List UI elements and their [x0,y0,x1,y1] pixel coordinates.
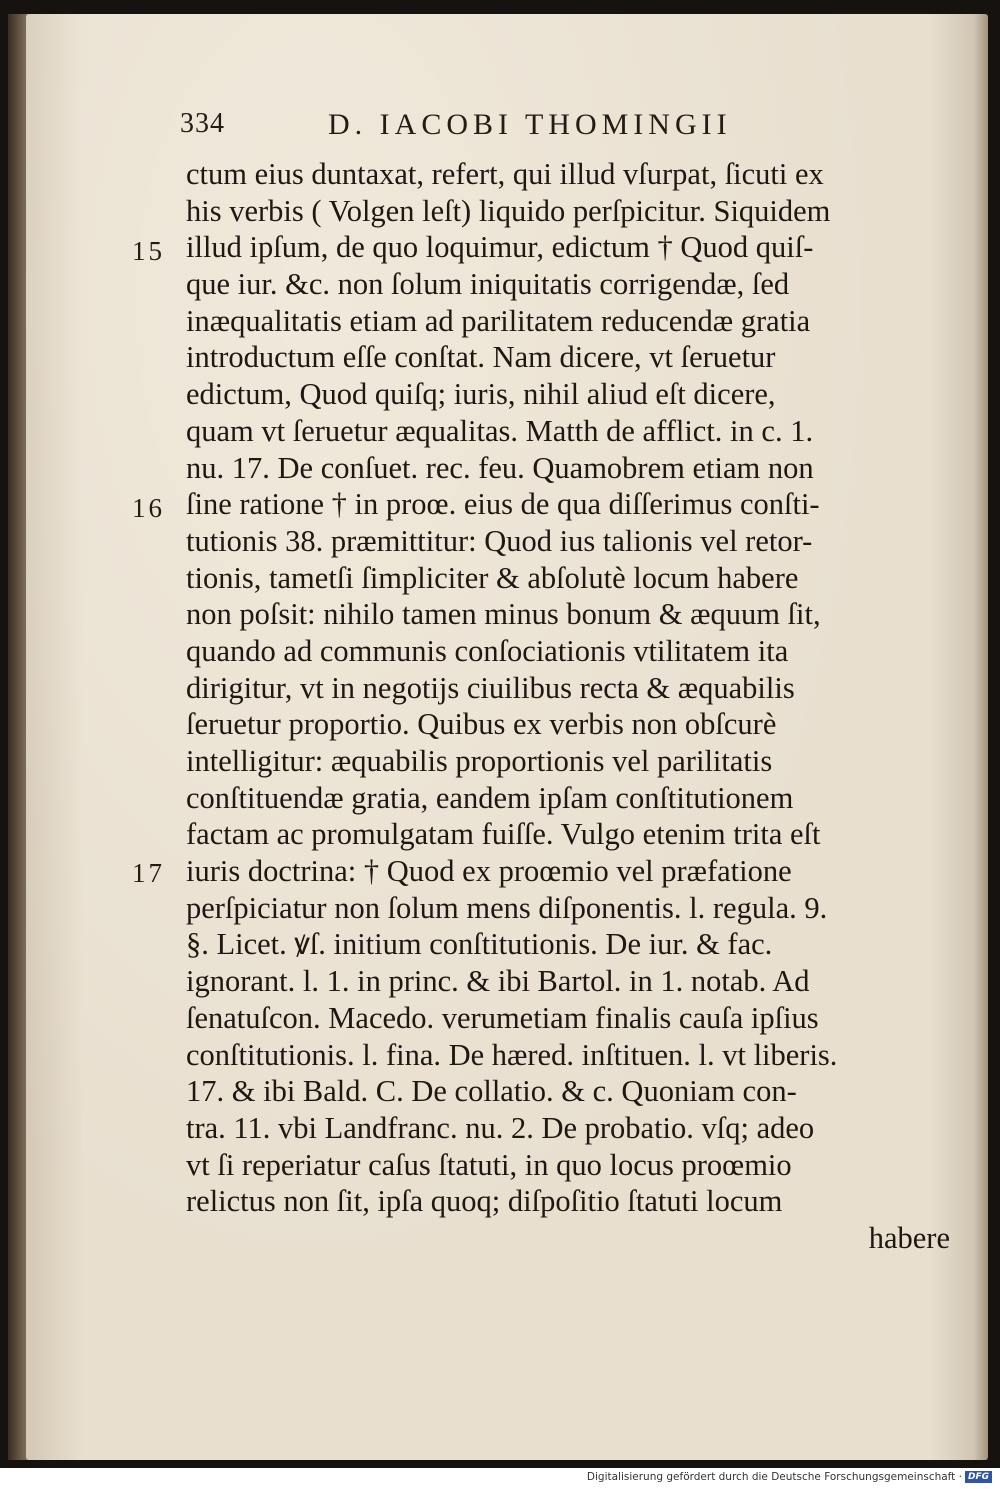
page-edge-shade [974,14,988,1460]
text-line: 17. & ibi Bald. C. De collatio. & c. Quoniam con- [186,1074,797,1109]
margin-number-15: 15 [132,236,165,266]
margin-number-16: 16 [132,493,165,523]
catchword: habere [868,1220,950,1255]
text-line: perſpiciatur non ſolum mens diſponentis. l. regula. 9. [186,890,828,925]
text-line: tutionis 38. præmittitur: Quod ius talionis vel retor- [186,523,813,558]
text-line: quando ad communis conſociationis vtilitatem ita [186,633,789,668]
text-line: quam vt ſeruetur æqualitas. Matth de afflict. in c. 1. [186,413,814,448]
text-line: non poſsit: nihilo tamen minus bonum & æquum ſit, [186,597,821,632]
running-title: D. IACOBI THOMINGII [328,108,732,141]
page-header [180,108,870,148]
text-line: nu. 17. De conſuet. rec. feu. Quamobrem etiam non [186,450,814,485]
text-line: introductum eſſe conſtat. Nam dicere, vt ſeruetur [186,340,776,375]
text-line: conſtitutionis. l. fina. De hæred. inſtituen. l. vt liberis. [186,1037,838,1072]
text-line: tionis, tametſi ſimpliciter & abſolutè locum habere [186,560,799,595]
text-line: conſtituendæ gratia, eandem ipſam conſtitutionem [186,780,794,815]
text-line: illud ipſum, de quo loquimur, edictum † Quod quiſ- [186,230,814,265]
body-text [186,156,956,1257]
text-line: que iur. &c. non ſolum iniquitatis corrigendæ, ſed [186,267,790,302]
text-line: ſenatuſcon. Macedo. verumetiam finalis cauſa ipſius [186,1000,819,1035]
text-line: his verbis ( Volgen leſt) liquido perſpicitur. Siquidem [186,193,831,228]
text-line: iuris doctrina: † Quod ex proœmio vel præfatione [186,854,792,889]
text-line: inæqualitatis etiam ad parilitatem reducendæ gratia [186,303,811,338]
text-line: relictus non ſit, ipſa quoq; diſpoſitio ſtatuti locum [186,1184,783,1219]
margin-number-17: 17 [132,858,165,888]
text-line: factam ac promulgatam fuiſſe. Vulgo etenim trita eſt [186,817,821,852]
text-line: vt ſi reperiatur caſus ſtatuti, in quo locus proœmio [186,1147,792,1182]
text-line: ctum eius duntaxat, refert, qui illud vſurpat, ſicuti ex [186,157,824,191]
text-line: ignorant. l. 1. in princ. & ibi Bartol. in 1. notab. Ad [186,964,810,999]
text-line: ſeruetur proportio. Quibus ex verbis non obſcurè [186,707,777,742]
credit-text: Digitalisierung gefördert durch die Deutsche Forschungsgemeinschaft · [586,1471,962,1483]
digitization-credit [587,1471,992,1483]
dfg-logo: DFG [965,1471,992,1483]
page-number: 334 [180,108,225,139]
text-line: tra. 11. vbi Landfranc. nu. 2. De probatio. vſq; adeo [186,1110,815,1145]
text-line: ſine ratione † in proœ. eius de qua diſſerimus conſti- [186,487,820,522]
text-line: intelligitur: æquabilis proportionis vel parilitatis [186,744,773,778]
text-line: edictum, Quod quiſq; iuris, nihil aliud eſt dicere, [186,377,776,412]
text-line: §. Licet. ꝟſ. initium conſtitutionis. De iur. & fac. [186,927,773,962]
text-line: dirigitur, vt in negotijs ciuilibus recta & æquabilis [186,670,795,705]
